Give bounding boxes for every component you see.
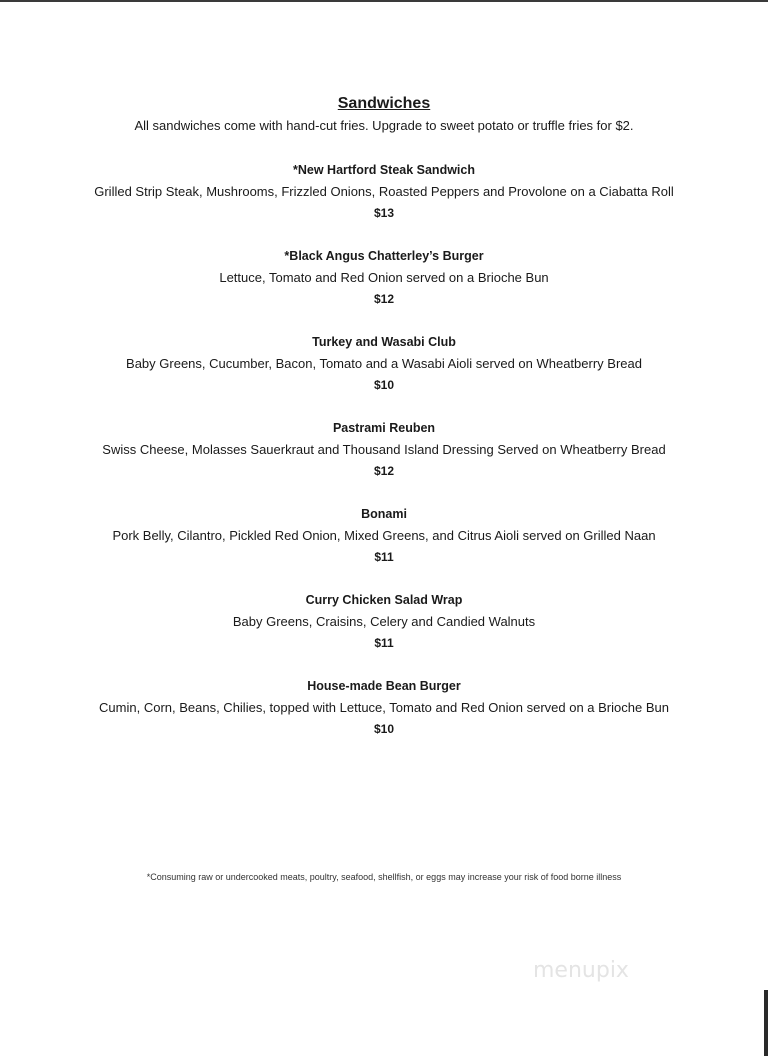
menu-item-price: $11	[374, 636, 394, 650]
menu-item	[0, 504, 768, 568]
menu-item-name: House-made Bean Burger	[307, 679, 461, 693]
menu-item-description: Baby Greens, Craisins, Celery and Candied Walnuts	[232, 614, 536, 629]
menu-item-name: *Black Angus Chatterley’s Burger	[284, 249, 484, 263]
menu-item-description: Swiss Cheese, Molasses Sauerkraut and Thousand Island Dressing Served on Wheatberry Bread	[102, 442, 666, 457]
menu-item-price: $12	[373, 464, 395, 478]
menu-item	[0, 590, 768, 654]
section-subtitle: All sandwiches come with hand-cut fries. Upgrade to sweet potato or truffle fries for $2.	[134, 118, 634, 133]
menu-page	[0, 92, 768, 762]
menu-item-price: $12	[373, 292, 395, 306]
menu-item-description: Cumin, Corn, Beans, Chilies, topped with Lettuce, Tomato and Red Onion served on a Brioche Bun	[99, 700, 669, 715]
menu-item-description: Baby Greens, Cucumber, Bacon, Tomato and a Wasabi Aioli served on Wheatberry Bread	[126, 356, 642, 371]
menu-item-description: Pork Belly, Cilantro, Pickled Red Onion, Mixed Greens, and Citrus Aioli served on Grilled Naan	[112, 528, 656, 543]
menu-item	[0, 418, 768, 482]
menu-item-price: $10	[373, 378, 395, 392]
menu-item	[0, 332, 768, 396]
scan-edge-top	[0, 0, 768, 2]
menu-item-name: Pastrami Reuben	[332, 421, 436, 435]
menu-item-name: *New Hartford Steak Sandwich	[293, 163, 475, 177]
menu-item-price: $13	[373, 206, 395, 220]
menu-item	[0, 246, 768, 310]
scan-edge-right	[764, 990, 768, 1056]
menu-item-name: Turkey and Wasabi Club	[312, 335, 456, 349]
menu-item-name: Curry Chicken Salad Wrap	[305, 593, 463, 607]
food-safety-disclaimer: *Consuming raw or undercooked meats, poultry, seafood, shellfish, or eggs may increase your risk of food borne illness	[146, 872, 622, 882]
menu-item-price: $10	[373, 722, 395, 736]
menu-item	[0, 160, 768, 224]
menu-item-price: $11	[374, 550, 394, 564]
menu-item-description: Lettuce, Tomato and Red Onion served on a Brioche Bun	[219, 270, 549, 285]
menu-item-description: Grilled Strip Steak, Mushrooms, Frizzled Onions, Roasted Peppers and Provolone on a Ciabatta Roll	[94, 184, 674, 199]
watermark-logo: menupix	[533, 958, 629, 983]
menu-item-name: Bonami	[361, 507, 407, 521]
menu-item	[0, 676, 768, 740]
section-title: Sandwiches	[337, 95, 431, 112]
